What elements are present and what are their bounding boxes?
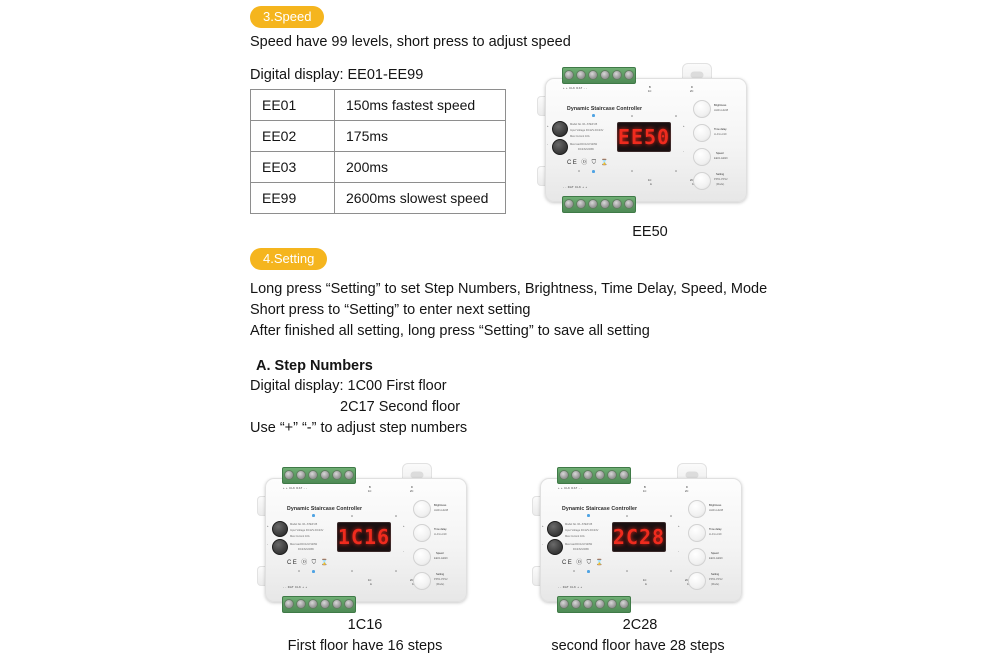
screw-terminal xyxy=(607,599,617,609)
screw-terminal xyxy=(320,599,330,609)
status-led-top xyxy=(592,114,595,117)
spec-load-1: Max load:DC12V/120W xyxy=(290,543,318,546)
terminal-labels-bottom: - - DAT CLK + + xyxy=(283,586,308,589)
screw-terminal xyxy=(624,70,634,80)
button-sub-setting: PP01-PP12 xyxy=(714,178,728,181)
knob-plus[interactable] xyxy=(547,521,563,537)
screw-terminal xyxy=(607,470,617,480)
port-label-b: B xyxy=(369,486,371,489)
spec-input: Input Voltage DC12V-DC24V xyxy=(570,129,604,132)
subheading-step-numbers: A. Step Numbers xyxy=(256,358,373,374)
status-led-bottom xyxy=(592,170,595,173)
button-sub-setting: PP01-PP12 xyxy=(709,578,723,581)
port-label-b-sub: 1C xyxy=(648,90,652,93)
screw-terminal xyxy=(308,599,318,609)
screw-terminal xyxy=(296,599,306,609)
screw-terminal xyxy=(564,199,574,209)
screw-terminal xyxy=(559,599,569,609)
port-label-d: D xyxy=(691,86,693,89)
screw-terminal xyxy=(296,470,306,480)
device-caption-floor2: 2C28 xyxy=(622,617,658,633)
screw-terminal xyxy=(612,70,622,80)
port-label-a-sub: A xyxy=(645,583,647,586)
table-row xyxy=(251,152,506,183)
device-title: Dynamic Staircase Controller xyxy=(567,106,643,112)
button-speed[interactable] xyxy=(688,548,706,566)
knob-minus[interactable] xyxy=(272,539,288,555)
button-label-setting: Setting xyxy=(436,573,445,576)
knob-minus[interactable] xyxy=(552,139,568,155)
button-brightness[interactable] xyxy=(693,100,711,118)
button-label-time-delay: Time delay xyxy=(709,528,722,531)
button-label-setting: Setting xyxy=(716,173,725,176)
port-label-d-sub: 2C xyxy=(685,490,689,493)
knob-minus[interactable] xyxy=(547,539,563,555)
button-sub2-setting: (Mode) xyxy=(711,583,720,586)
button-speed[interactable] xyxy=(413,548,431,566)
device-photo-ee50: + + CLK DAT - - B 1C D 2C Dynamic Staircase Controller + - Model No. RL-STEP-05 Input Voltage DC12V-DC24V Max Current 10A Max load:DC12V/120W DC24V/240W EE50 CE ⓪ ⛉ ⌛ - - DAT CLK + + 1C A 2C Brightness HH01-HH08 Time delay LL01-LL99 Speed EE01-EE99 Setting PP01-PP12 (Mode) + - xyxy=(545,78,745,200)
screw-terminal xyxy=(571,470,581,480)
speed-table xyxy=(250,89,506,214)
port-label-d: D xyxy=(411,486,413,489)
speed-code: EE02 xyxy=(251,121,335,152)
status-led-top xyxy=(587,514,590,517)
device-description-floor1: First floor have 16 steps xyxy=(287,638,443,654)
port-label-a: 1C xyxy=(368,579,372,582)
spec-load-2: DC24V/240W xyxy=(573,548,589,551)
section-badge-setting: 4.Setting xyxy=(250,248,327,270)
port-label-c: 2C xyxy=(410,579,414,582)
button-time-delay[interactable] xyxy=(413,524,431,542)
spec-load-2: DC24V/240W xyxy=(298,548,314,551)
button-label-time-delay: Time delay xyxy=(714,128,727,131)
step-numbers-line-2: 2C17 Second floor xyxy=(340,399,461,415)
device-description-floor2: second floor have 28 steps xyxy=(551,638,725,654)
knob-plus[interactable] xyxy=(552,121,568,137)
button-sub-speed: EE01-EE99 xyxy=(714,157,728,160)
screw-terminal xyxy=(612,199,622,209)
seven-segment-display xyxy=(612,522,666,552)
device-caption-ee50: EE50 xyxy=(632,224,668,240)
spec-input: Input Voltage DC12V-DC24V xyxy=(565,529,599,532)
screw-terminal xyxy=(624,199,634,209)
button-label-setting: Setting xyxy=(711,573,720,576)
screw-terminal xyxy=(559,470,569,480)
speed-value: 2600ms slowest speed xyxy=(335,183,506,214)
screw-terminal xyxy=(595,599,605,609)
button-label-brightness: Brightness xyxy=(714,104,727,107)
button-label-brightness: Brightness xyxy=(709,504,722,507)
port-label-d: D xyxy=(686,486,688,489)
port-label-d-sub: 2C xyxy=(690,90,694,93)
terminal-labels-top: + + CLK DAT - - xyxy=(563,87,588,90)
status-led-bottom xyxy=(587,570,590,573)
port-label-d-sub: 2C xyxy=(410,490,414,493)
screw-terminal xyxy=(344,599,354,609)
device-photo-floor1: + + CLK DAT - - B 1C D 2C Dynamic Staircase Controller + - Model No. RL-STEP-05 Input Voltage DC12V-DC24V Max Current 10A Max load:DC12V/120W DC24V/240W 1C16 CE ⓪ ⛉ ⌛ - - DAT CLK + + 1C A 2C Brightness HH01-HH08 Time delay LL01-LL99 Speed EE01-EE99 Setting PP01-PP12 (Mode) + - xyxy=(265,478,465,600)
section-badge-speed: 3.Speed xyxy=(250,6,324,28)
display-value: 1C16 xyxy=(337,525,391,549)
spec-current: Max Current 10A xyxy=(565,535,585,538)
speed-code: EE03 xyxy=(251,152,335,183)
certification-marks: CE ⓪ ⛉ ⌛ xyxy=(567,160,610,166)
device-title: Dynamic Staircase Controller xyxy=(287,506,363,512)
button-setting[interactable] xyxy=(413,572,431,590)
spec-model: Model No. RL-STEP-05 xyxy=(290,523,318,526)
button-brightness[interactable] xyxy=(688,500,706,518)
screw-terminal xyxy=(595,470,605,480)
button-setting[interactable] xyxy=(688,572,706,590)
button-label-speed: Speed xyxy=(436,552,444,555)
screw-terminal xyxy=(576,199,586,209)
screw-terminal xyxy=(619,470,629,480)
port-label-a: 1C xyxy=(643,579,647,582)
terminal-labels-bottom: - - DAT CLK + + xyxy=(558,586,583,589)
button-sub2-setting: (Mode) xyxy=(436,583,445,586)
button-sub-setting: PP01-PP12 xyxy=(434,578,448,581)
button-setting[interactable] xyxy=(693,172,711,190)
terminal-block-top xyxy=(282,467,356,484)
terminal-block-top xyxy=(562,67,636,84)
speed-value: 175ms xyxy=(335,121,506,152)
button-speed[interactable] xyxy=(693,148,711,166)
screw-terminal xyxy=(284,599,294,609)
spec-load-2: DC24V/240W xyxy=(578,148,594,151)
screw-terminal xyxy=(320,470,330,480)
port-label-c: 2C xyxy=(685,579,689,582)
screw-terminal xyxy=(308,470,318,480)
seven-segment-display xyxy=(617,122,671,152)
button-sub2-setting: (Mode) xyxy=(716,183,725,186)
display-value: 2C28 xyxy=(612,525,666,549)
step-numbers-line-3: Use “+” “-” to adjust step numbers xyxy=(250,420,468,436)
speed-line-1: Speed have 99 levels, short press to adjust speed xyxy=(250,34,571,50)
speed-line-2: Digital display: EE01-EE99 xyxy=(250,67,424,83)
speed-code: EE01 xyxy=(251,90,335,121)
button-label-speed: Speed xyxy=(716,152,724,155)
port-label-b: B xyxy=(649,86,651,89)
screw-terminal xyxy=(284,470,294,480)
speed-value: 200ms xyxy=(335,152,506,183)
status-led-bottom xyxy=(312,570,315,573)
setting-line-1: Long press “Setting” to set Step Numbers, Brightness, Time Delay, Speed, Mode xyxy=(250,281,768,297)
screw-terminal xyxy=(588,199,598,209)
speed-value: 150ms fastest speed xyxy=(335,90,506,121)
spec-input: Input Voltage DC12V-DC24V xyxy=(290,529,324,532)
screw-terminal xyxy=(576,70,586,80)
button-time-delay[interactable] xyxy=(688,524,706,542)
terminal-labels-top: + + CLK DAT - - xyxy=(558,487,583,490)
device-title: Dynamic Staircase Controller xyxy=(562,506,638,512)
port-label-b-sub: 1C xyxy=(643,490,647,493)
terminal-block-bottom xyxy=(282,596,356,613)
button-sub-speed: EE01-EE99 xyxy=(434,557,448,560)
screw-terminal xyxy=(344,470,354,480)
device-photo-floor2: + + CLK DAT - - B 1C D 2C Dynamic Staircase Controller + - Model No. RL-STEP-05 Input Voltage DC12V-DC24V Max Current 10A Max load:DC12V/120W DC24V/240W 2C28 CE ⓪ ⛉ ⌛ - - DAT CLK + + 1C A 2C Brightness HH01-HH08 Time delay LL01-LL99 Speed EE01-EE99 Setting PP01-PP12 (Mode) + - xyxy=(540,478,740,600)
port-label-b: B xyxy=(644,486,646,489)
setting-line-3: After finished all setting, long press “Setting” to save all setting xyxy=(250,323,650,339)
screw-terminal xyxy=(600,70,610,80)
button-time-delay[interactable] xyxy=(693,124,711,142)
spec-load-1: Max load:DC12V/120W xyxy=(565,543,593,546)
setting-line-2: Short press to “Setting” to enter next setting xyxy=(250,302,531,318)
terminal-block-bottom xyxy=(557,596,631,613)
spec-model: Model No. RL-STEP-05 xyxy=(570,123,598,126)
terminal-labels-top: + + CLK DAT - - xyxy=(283,487,308,490)
button-brightness[interactable] xyxy=(413,500,431,518)
button-sub-brightness: HH01-HH08 xyxy=(714,109,729,112)
button-sub-time-delay: LL01-LL99 xyxy=(434,533,447,536)
button-label-speed: Speed xyxy=(711,552,719,555)
terminal-labels-bottom: - - DAT CLK + + xyxy=(563,186,588,189)
speed-code: EE99 xyxy=(251,183,335,214)
port-label-a-sub: A xyxy=(370,583,372,586)
screw-terminal xyxy=(619,599,629,609)
button-sub-time-delay: LL01-LL99 xyxy=(709,533,722,536)
spec-model: Model No. RL-STEP-05 xyxy=(565,523,593,526)
certification-marks: CE ⓪ ⛉ ⌛ xyxy=(287,560,330,566)
screw-terminal xyxy=(583,599,593,609)
step-numbers-line-1: Digital display: 1C00 First floor xyxy=(250,378,447,394)
screw-terminal xyxy=(332,599,342,609)
port-label-a-sub: A xyxy=(650,183,652,186)
seven-segment-display xyxy=(337,522,391,552)
screw-terminal xyxy=(600,199,610,209)
button-sub-speed: EE01-EE99 xyxy=(709,557,723,560)
screw-terminal xyxy=(588,70,598,80)
terminal-block-bottom xyxy=(562,196,636,213)
screw-terminal xyxy=(564,70,574,80)
port-label-b-sub: 1C xyxy=(368,490,372,493)
button-sub-time-delay: LL01-LL99 xyxy=(714,133,727,136)
table-row xyxy=(251,121,506,152)
spec-current: Max Current 10A xyxy=(290,535,310,538)
button-label-brightness: Brightness xyxy=(434,504,447,507)
button-label-time-delay: Time delay xyxy=(434,528,447,531)
table-row xyxy=(251,90,506,121)
button-sub-brightness: HH01-HH08 xyxy=(434,509,449,512)
spec-current: Max Current 10A xyxy=(570,135,590,138)
knob-plus[interactable] xyxy=(272,521,288,537)
port-label-a: 1C xyxy=(648,179,652,182)
spec-load-1: Max load:DC12V/120W xyxy=(570,143,598,146)
certification-marks: CE ⓪ ⛉ ⌛ xyxy=(562,560,605,566)
port-label-c: 2C xyxy=(690,179,694,182)
screw-terminal xyxy=(571,599,581,609)
terminal-block-top xyxy=(557,467,631,484)
status-led-top xyxy=(312,514,315,517)
screw-terminal xyxy=(583,470,593,480)
screw-terminal xyxy=(332,470,342,480)
display-value: EE50 xyxy=(617,125,671,149)
table-row xyxy=(251,183,506,214)
device-caption-floor1: 1C16 xyxy=(347,617,383,633)
button-sub-brightness: HH01-HH08 xyxy=(709,509,724,512)
